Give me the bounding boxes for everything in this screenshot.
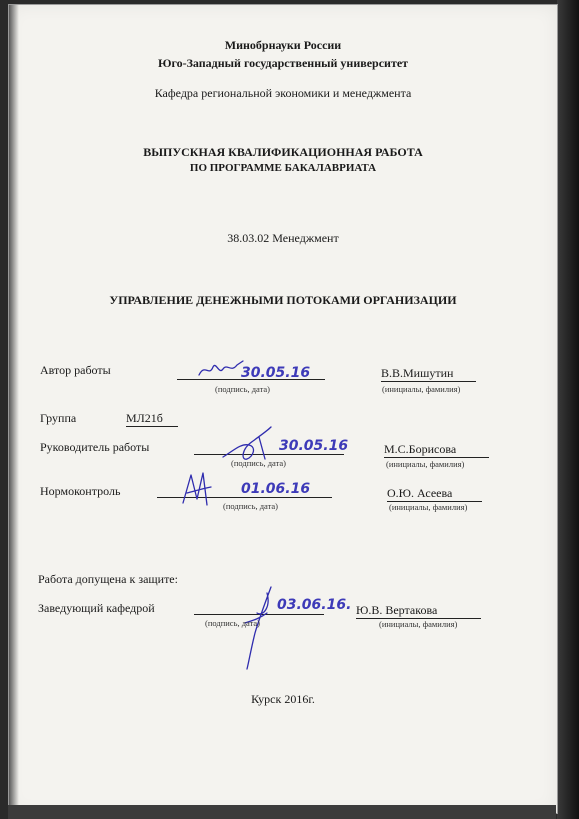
norm-control-label: Нормоконтроль bbox=[40, 484, 121, 498]
supervisor-name-caption: (инициалы, фамилия) bbox=[386, 459, 465, 469]
footer-city-year: Курск 2016г. bbox=[251, 692, 315, 706]
author-signature bbox=[197, 357, 247, 381]
supervisor-date: 30.05.16 bbox=[279, 438, 349, 454]
author-name: В.В.Мишутин bbox=[381, 366, 476, 382]
norm-control-name-caption: (инициалы, фамилия) bbox=[389, 502, 468, 512]
supervisor-label: Руководитель работы bbox=[40, 440, 150, 454]
group-value: МЛ21б bbox=[126, 411, 178, 427]
thesis-title: УПРАВЛЕНИЕ ДЕНЕЖНЫМИ ПОТОКАМИ ОРГАНИЗАЦИИ bbox=[109, 293, 457, 307]
work-type-line2: ПО ПРОГРАММЕ БАКАЛАВРИАТА bbox=[189, 162, 377, 174]
supervisor-sign-caption: (подпись, дата) bbox=[231, 458, 287, 468]
document-page bbox=[8, 4, 558, 814]
specialty: 38.03.02 Менеджмент bbox=[227, 231, 339, 245]
supervisor-name: М.С.Борисова bbox=[384, 442, 489, 458]
norm-control-date: 01.06.16 bbox=[241, 481, 311, 497]
scan-edge-right bbox=[557, 0, 579, 819]
department-line: Кафедра региональной экономики и менеджмента bbox=[154, 86, 412, 100]
norm-control-sign-caption: (подпись, дата) bbox=[223, 501, 279, 511]
head-label: Заведующий кафедрой bbox=[38, 601, 155, 615]
head-date: 03.06.16. bbox=[277, 597, 352, 613]
author-label: Автор работы bbox=[40, 363, 111, 377]
author-date: 30.05.16 bbox=[241, 365, 311, 381]
scan-edge-bottom bbox=[8, 805, 556, 819]
group-label: Группа bbox=[40, 411, 77, 425]
head-name: Ю.В. Вертакова bbox=[356, 603, 481, 619]
head-sign-caption: (подпись, дата) bbox=[205, 618, 261, 628]
ministry-line: Минобрнауки России bbox=[224, 38, 342, 52]
university-line: Юго-Западный государственный университет bbox=[157, 56, 409, 70]
norm-control-signature bbox=[179, 469, 219, 509]
author-name-caption: (инициалы, фамилия) bbox=[382, 384, 461, 394]
norm-control-name: О.Ю. Асеева bbox=[387, 486, 482, 502]
head-name-caption: (инициалы, фамилия) bbox=[379, 619, 458, 629]
work-type-line1: ВЫПУСКНАЯ КВАЛИФИКАЦИОННАЯ РАБОТА bbox=[143, 145, 423, 159]
author-sign-caption: (подпись, дата) bbox=[215, 384, 271, 394]
admitted-line: Работа допущена к защите: bbox=[38, 572, 178, 586]
